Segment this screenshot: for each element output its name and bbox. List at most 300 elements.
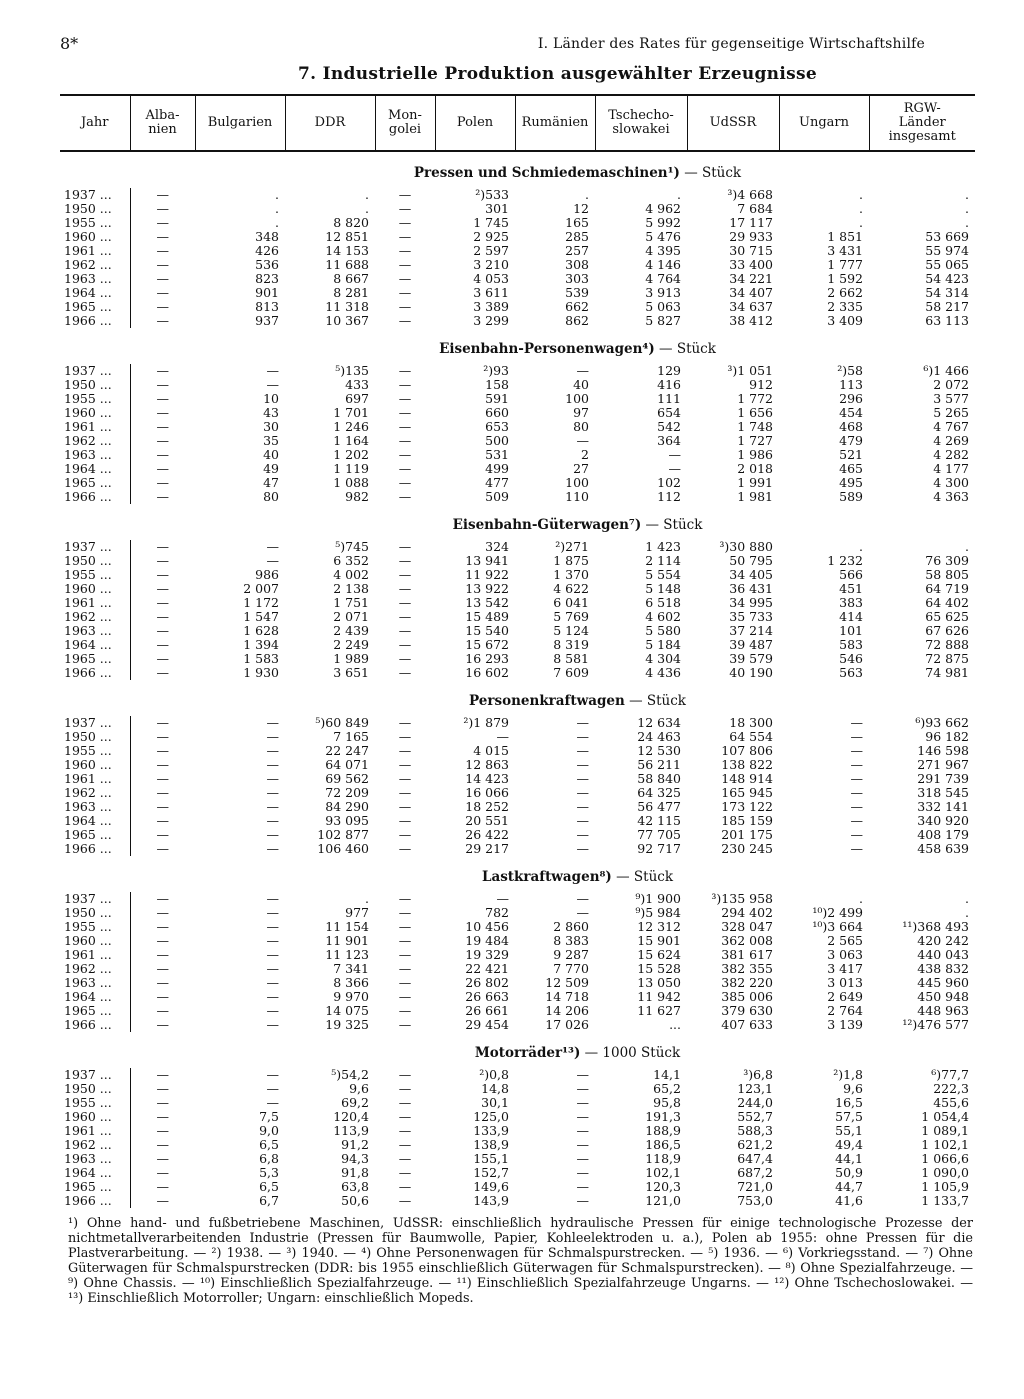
value-cell: 546 — [839, 651, 863, 666]
table-row — [60, 476, 975, 490]
table-row — [60, 1068, 975, 1082]
table-row — [60, 378, 975, 392]
value-cell: 4 767 — [933, 419, 969, 434]
value-cell: — — [398, 841, 412, 856]
year-cell: 1937 ... — [60, 540, 130, 554]
year-cell: 1950 ... — [60, 378, 130, 392]
table-row — [60, 540, 975, 554]
value-cell: 40 — [263, 447, 279, 462]
value-cell: 1 172 — [243, 595, 279, 610]
value-cell: . — [365, 201, 369, 216]
value-cell: ⁵)135 — [335, 363, 369, 378]
value-cell: . — [275, 201, 279, 216]
value-cell: — — [266, 841, 279, 856]
value-cell: 112 — [657, 489, 681, 504]
table-row — [60, 892, 975, 906]
value-cell: 6 352 — [333, 553, 369, 568]
value-cell: ⁶)77,7 — [931, 1067, 969, 1082]
value-cell: 4 363 — [933, 489, 969, 504]
value-cell: 10 456 — [465, 919, 509, 934]
value-cell: 465 — [839, 461, 863, 476]
value-cell: 27 — [573, 461, 589, 476]
value-cell: 454 — [839, 405, 863, 420]
value-cell: 433 — [345, 377, 369, 392]
value-cell: — — [576, 1179, 589, 1194]
value-cell: — — [850, 715, 863, 730]
table-row — [60, 286, 975, 300]
year-cell: 1937 ... — [60, 188, 130, 202]
value-cell: 2 071 — [333, 609, 369, 624]
value-cell: 1 981 — [737, 489, 773, 504]
section-unit: — Stück — [679, 165, 742, 181]
section-title: Eisenbahn-Güterwagen⁷) — [452, 517, 642, 533]
value-cell: 296 — [839, 391, 863, 406]
value-cell: 294 402 — [721, 905, 773, 920]
value-cell: 40 190 — [729, 665, 773, 680]
value-cell: 49,4 — [835, 1137, 863, 1152]
value-cell: — — [398, 461, 412, 476]
table-row — [60, 216, 975, 230]
value-cell: — — [266, 813, 279, 828]
table-row — [60, 638, 975, 652]
value-cell: 138 822 — [721, 757, 773, 772]
value-cell: — — [156, 729, 169, 744]
value-cell: — — [398, 989, 412, 1004]
value-cell: 22 421 — [465, 961, 509, 976]
value-cell: 17 117 — [729, 215, 773, 230]
value-cell: 477 — [485, 475, 509, 490]
value-cell: — — [398, 1095, 412, 1110]
value-cell: 271 967 — [917, 757, 969, 772]
value-cell: 2 649 — [827, 989, 863, 1004]
value-cell: 155,1 — [473, 1151, 509, 1166]
value-cell: — — [576, 363, 589, 378]
value-cell: 1 164 — [333, 433, 369, 448]
value-cell: 9 970 — [333, 989, 369, 1004]
value-cell: — — [156, 419, 169, 434]
value-cell: 12 530 — [637, 743, 681, 758]
value-cell: — — [576, 757, 589, 772]
value-cell: 17 026 — [545, 1017, 589, 1032]
value-cell: 96 182 — [925, 729, 969, 744]
value-cell: — — [576, 433, 589, 448]
value-cell: 113,9 — [333, 1123, 369, 1138]
value-cell: — — [156, 771, 169, 786]
value-cell: 6,5 — [259, 1179, 279, 1194]
value-cell: — — [398, 1123, 412, 1138]
value-cell: — — [156, 475, 169, 490]
value-cell: 69,2 — [341, 1095, 369, 1110]
value-cell: 120,3 — [645, 1179, 681, 1194]
value-cell: 63 113 — [925, 313, 969, 328]
value-cell: — — [156, 299, 169, 314]
value-cell: 5,3 — [259, 1165, 279, 1180]
value-cell: 47 — [263, 475, 279, 490]
value-cell: — — [156, 1095, 169, 1110]
value-cell: 4 304 — [645, 651, 681, 666]
value-cell: — — [156, 581, 169, 596]
value-cell: 468 — [839, 419, 863, 434]
value-cell: 308 — [565, 257, 589, 272]
value-cell: — — [156, 377, 169, 392]
value-cell: . — [965, 187, 969, 202]
value-cell: 451 — [839, 581, 863, 596]
value-cell: . — [859, 187, 863, 202]
value-cell: — — [266, 919, 279, 934]
value-cell: 29 217 — [465, 841, 509, 856]
value-cell: 191,3 — [645, 1109, 681, 1124]
value-cell: — — [398, 1003, 412, 1018]
year-cell: 1961 ... — [60, 772, 130, 786]
year-cell: 1963 ... — [60, 272, 130, 286]
table-row — [60, 976, 975, 990]
section-unit: — Stück — [611, 869, 674, 885]
value-cell: — — [576, 715, 589, 730]
value-cell: 72 209 — [325, 785, 369, 800]
value-cell: — — [156, 271, 169, 286]
value-cell: 8 319 — [553, 637, 589, 652]
value-cell: — — [398, 651, 412, 666]
value-cell: 13 941 — [465, 553, 509, 568]
value-cell: 22 247 — [325, 743, 369, 758]
value-cell: 80 — [573, 419, 589, 434]
value-cell: ³)4 668 — [727, 187, 773, 202]
year-cell: 1963 ... — [60, 624, 130, 638]
year-cell: 1962 ... — [60, 786, 130, 800]
value-cell: 977 — [345, 905, 369, 920]
value-cell: ³)1 051 — [727, 363, 773, 378]
year-cell: 1937 ... — [60, 892, 130, 906]
year-cell: 1964 ... — [60, 814, 130, 828]
value-cell: 72 875 — [925, 651, 969, 666]
value-cell: 1 583 — [243, 651, 279, 666]
value-cell: — — [576, 1193, 589, 1208]
value-cell: 440 043 — [917, 947, 969, 962]
value-cell: 94,3 — [341, 1151, 369, 1166]
year-cell: 1965 ... — [60, 652, 130, 666]
year-cell: 1963 ... — [60, 448, 130, 462]
value-cell: 11 154 — [325, 919, 369, 934]
value-cell: 416 — [657, 377, 681, 392]
value-cell: 450 948 — [917, 989, 969, 1004]
value-cell: — — [576, 1095, 589, 1110]
value-cell: 12 863 — [465, 757, 509, 772]
value-cell: 3 417 — [827, 961, 863, 976]
value-cell: 54 423 — [925, 271, 969, 286]
value-cell: 937 — [255, 313, 279, 328]
value-cell: 16 602 — [465, 665, 509, 680]
value-cell: — — [850, 827, 863, 842]
value-cell: 201 175 — [721, 827, 773, 842]
value-cell: 30 715 — [729, 243, 773, 258]
column-header: Ungarn — [779, 95, 869, 151]
table-row — [60, 1082, 975, 1096]
year-cell: 1964 ... — [60, 286, 130, 300]
value-cell: 7,5 — [259, 1109, 279, 1124]
value-cell: 4 300 — [933, 475, 969, 490]
value-cell: 4 962 — [645, 201, 681, 216]
value-cell: 44,7 — [835, 1179, 863, 1194]
value-cell: 34 221 — [729, 271, 773, 286]
table-row — [60, 554, 975, 568]
value-cell: 100 — [565, 391, 589, 406]
table-row — [60, 364, 975, 378]
value-cell: 495 — [839, 475, 863, 490]
value-cell: 77 705 — [637, 827, 681, 842]
value-cell: 509 — [485, 489, 509, 504]
value-cell: — — [850, 813, 863, 828]
table-row — [60, 800, 975, 814]
value-cell: — — [156, 757, 169, 772]
table-row — [60, 406, 975, 420]
value-cell: . — [585, 187, 589, 202]
value-cell: 14 423 — [465, 771, 509, 786]
table-row — [60, 990, 975, 1004]
year-cell: 1965 ... — [60, 476, 130, 490]
year-cell: 1960 ... — [60, 1110, 130, 1124]
value-cell: 445 960 — [917, 975, 969, 990]
value-cell: — — [398, 201, 412, 216]
value-cell: 53 669 — [925, 229, 969, 244]
value-cell: 30,1 — [481, 1095, 509, 1110]
value-cell: 54 314 — [925, 285, 969, 300]
value-cell: 5 063 — [645, 299, 681, 314]
value-cell: ⁹)5 984 — [635, 905, 681, 920]
value-cell: . — [965, 905, 969, 920]
value-cell: 3 139 — [827, 1017, 863, 1032]
year-cell: 1961 ... — [60, 596, 130, 610]
value-cell: 106 460 — [317, 841, 369, 856]
value-cell: — — [156, 187, 169, 202]
value-cell: 7 684 — [737, 201, 773, 216]
value-cell: — — [576, 1151, 589, 1166]
value-cell: — — [266, 363, 279, 378]
value-cell: — — [398, 285, 412, 300]
value-cell: 149,6 — [473, 1179, 509, 1194]
value-cell: ¹⁰)2 499 — [812, 905, 863, 920]
value-cell: 753,0 — [737, 1193, 773, 1208]
value-cell: 4 436 — [645, 665, 681, 680]
value-cell: — — [398, 715, 412, 730]
value-cell: — — [156, 595, 169, 610]
value-cell: 102,1 — [645, 1165, 681, 1180]
value-cell: 3 577 — [933, 391, 969, 406]
table-row — [60, 258, 975, 272]
value-cell: 186,5 — [645, 1137, 681, 1152]
year-cell: 1965 ... — [60, 828, 130, 842]
value-cell: 1 202 — [333, 447, 369, 462]
value-cell: — — [850, 757, 863, 772]
table-title: 7. Industrielle Produktion ausgewählter Erzeugnisse — [298, 64, 817, 84]
value-cell: 64 071 — [325, 757, 369, 772]
value-cell: 782 — [485, 905, 509, 920]
value-cell: — — [266, 757, 279, 772]
year-cell: 1964 ... — [60, 462, 130, 476]
value-cell: — — [266, 947, 279, 962]
value-cell: — — [576, 785, 589, 800]
value-cell: 291 739 — [917, 771, 969, 786]
value-cell: — — [156, 905, 169, 920]
table-header-row — [60, 95, 975, 151]
value-cell: 65 625 — [925, 609, 969, 624]
value-cell: — — [266, 891, 279, 906]
value-cell: ²)1,8 — [833, 1067, 863, 1082]
table-row — [60, 758, 975, 772]
value-cell: — — [850, 771, 863, 786]
value-cell: 6,8 — [259, 1151, 279, 1166]
value-cell: 18 252 — [465, 799, 509, 814]
value-cell: 1 088 — [333, 475, 369, 490]
value-cell: — — [156, 1179, 169, 1194]
value-cell: — — [576, 771, 589, 786]
value-cell: 16,5 — [835, 1095, 863, 1110]
value-cell: 56 211 — [637, 757, 681, 772]
value-cell: — — [266, 1017, 279, 1032]
table-row — [60, 730, 975, 744]
value-cell: ⁵)54,2 — [331, 1067, 369, 1082]
value-cell: 26 422 — [465, 827, 509, 842]
value-cell: 14 718 — [545, 989, 589, 1004]
value-cell: 4 622 — [553, 581, 589, 596]
value-cell: — — [156, 433, 169, 448]
value-cell: 244,0 — [737, 1095, 773, 1110]
value-cell: — — [398, 961, 412, 976]
value-cell: 285 — [565, 229, 589, 244]
value-cell: 11 123 — [325, 947, 369, 962]
value-cell: — — [266, 961, 279, 976]
value-cell: 56 477 — [637, 799, 681, 814]
value-cell: 4 395 — [645, 243, 681, 258]
value-cell: 165 — [565, 215, 589, 230]
value-cell: — — [398, 1137, 412, 1152]
value-cell: — — [398, 799, 412, 814]
year-cell: 1962 ... — [60, 610, 130, 624]
value-cell: 58 840 — [637, 771, 681, 786]
value-cell: 364 — [657, 433, 681, 448]
value-cell: 1 592 — [827, 271, 863, 286]
value-cell: 120,4 — [333, 1109, 369, 1124]
value-cell: 9 287 — [553, 947, 589, 962]
table-row — [60, 962, 975, 976]
value-cell: 102 — [657, 475, 681, 490]
value-cell: — — [156, 623, 169, 638]
value-cell: 6 041 — [553, 595, 589, 610]
value-cell: — — [398, 905, 412, 920]
value-cell: — — [156, 229, 169, 244]
value-cell: — — [398, 271, 412, 286]
value-cell: — — [156, 1109, 169, 1124]
value-cell: 158 — [485, 377, 509, 392]
value-cell: 41,6 — [835, 1193, 863, 1208]
value-cell: 328 047 — [721, 919, 773, 934]
value-cell: 102 877 — [317, 827, 369, 842]
value-cell: 11 318 — [325, 299, 369, 314]
value-cell: — — [266, 1095, 279, 1110]
value-cell: 303 — [565, 271, 589, 286]
value-cell: 14,8 — [481, 1081, 509, 1096]
value-cell: — — [398, 243, 412, 258]
value-cell: 4 053 — [473, 271, 509, 286]
section-heading-row — [60, 151, 975, 188]
value-cell: 12 — [573, 201, 589, 216]
table-row — [60, 1194, 975, 1208]
value-cell: 1 232 — [827, 553, 863, 568]
value-cell: — — [156, 933, 169, 948]
section-heading-row — [60, 680, 975, 716]
value-cell: — — [156, 215, 169, 230]
value-cell: 2 764 — [827, 1003, 863, 1018]
value-cell: — — [266, 715, 279, 730]
value-cell: — — [398, 919, 412, 934]
value-cell: 662 — [565, 299, 589, 314]
value-cell: — — [156, 1081, 169, 1096]
value-cell: 591 — [485, 391, 509, 406]
value-cell: 3 431 — [827, 243, 863, 258]
year-cell: 1955 ... — [60, 920, 130, 934]
footnotes: ¹) Ohne hand- und fußbetriebene Maschinen, UdSSR: einschließlich hydraulische Pressen für einige technologische Prozesse der nichtmetallverarbeitenden Industrie (Pressen für Baumwolle, Papier, Kohleelektroden u. a.), Polen ab 1955: ohne Pressen für die Plastverarbeitung. — ²) 1938. — ³) 1940. — ⁴) Ohne Personenwagen für Schmalspurstrecken. — ⁵) 1936. — ⁶) Vorkriegsstand. — ⁷) Ohne Güterwagen für Schmalspurstrecken (DDR: bis 1955 einschließlich Güterwagen für Schmalspurstrecken). — ⁸) Ohne Spezialfahrzeuge. — ⁹) Ohne Chassis. — ¹⁰) Einschließlich Spezialfahrzeuge. — ¹¹) Einschließlich Spezialfahrzeuge Ungarns. — ¹²) Ohne Tschechoslowakei. — ¹³) Einschließlich Motorroller; Ungarn: einschließlich Mopeds. — [68, 1216, 973, 1306]
value-cell: — — [576, 1067, 589, 1082]
year-cell: 1937 ... — [60, 1068, 130, 1082]
value-cell: — — [266, 1003, 279, 1018]
value-cell: 16 066 — [465, 785, 509, 800]
value-cell: 113 — [839, 377, 863, 392]
value-cell: 362 008 — [721, 933, 773, 948]
value-cell: ³)135 958 — [711, 891, 773, 906]
value-cell: 721,0 — [737, 1179, 773, 1194]
value-cell: 381 617 — [721, 947, 773, 962]
table-row — [60, 462, 975, 476]
year-cell: 1955 ... — [60, 568, 130, 582]
value-cell: ³)6,8 — [743, 1067, 773, 1082]
value-cell: ... — [669, 1017, 681, 1032]
value-cell: — — [398, 665, 412, 680]
value-cell: . — [275, 215, 279, 230]
value-cell: 5 827 — [645, 313, 681, 328]
value-cell: ⁹)1 900 — [635, 891, 681, 906]
table-row — [60, 1124, 975, 1138]
value-cell: — — [156, 1003, 169, 1018]
value-cell: 11 922 — [465, 567, 509, 582]
value-cell: 1 930 — [243, 665, 279, 680]
value-cell: 448 963 — [917, 1003, 969, 1018]
value-cell: — — [398, 405, 412, 420]
section-heading-row — [60, 856, 975, 892]
year-cell: 1965 ... — [60, 300, 130, 314]
value-cell: 55 974 — [925, 243, 969, 258]
value-cell: 385 006 — [721, 989, 773, 1004]
value-cell: 4 764 — [645, 271, 681, 286]
value-cell: — — [156, 609, 169, 624]
value-cell: — — [398, 229, 412, 244]
value-cell: 49 — [263, 461, 279, 476]
column-header: Alba- nien — [130, 95, 195, 151]
value-cell: 531 — [485, 447, 509, 462]
table-row — [60, 666, 975, 680]
value-cell: 382 220 — [721, 975, 773, 990]
year-cell: 1955 ... — [60, 216, 130, 230]
value-cell: 647,4 — [737, 1151, 773, 1166]
value-cell: — — [266, 989, 279, 1004]
value-cell: — — [398, 313, 412, 328]
value-cell: . — [365, 187, 369, 202]
value-cell: — — [266, 553, 279, 568]
value-cell: — — [398, 257, 412, 272]
value-cell: — — [398, 637, 412, 652]
value-cell: 3 063 — [827, 947, 863, 962]
value-cell: — — [266, 975, 279, 990]
value-cell: 3 013 — [827, 975, 863, 990]
table-row — [60, 610, 975, 624]
